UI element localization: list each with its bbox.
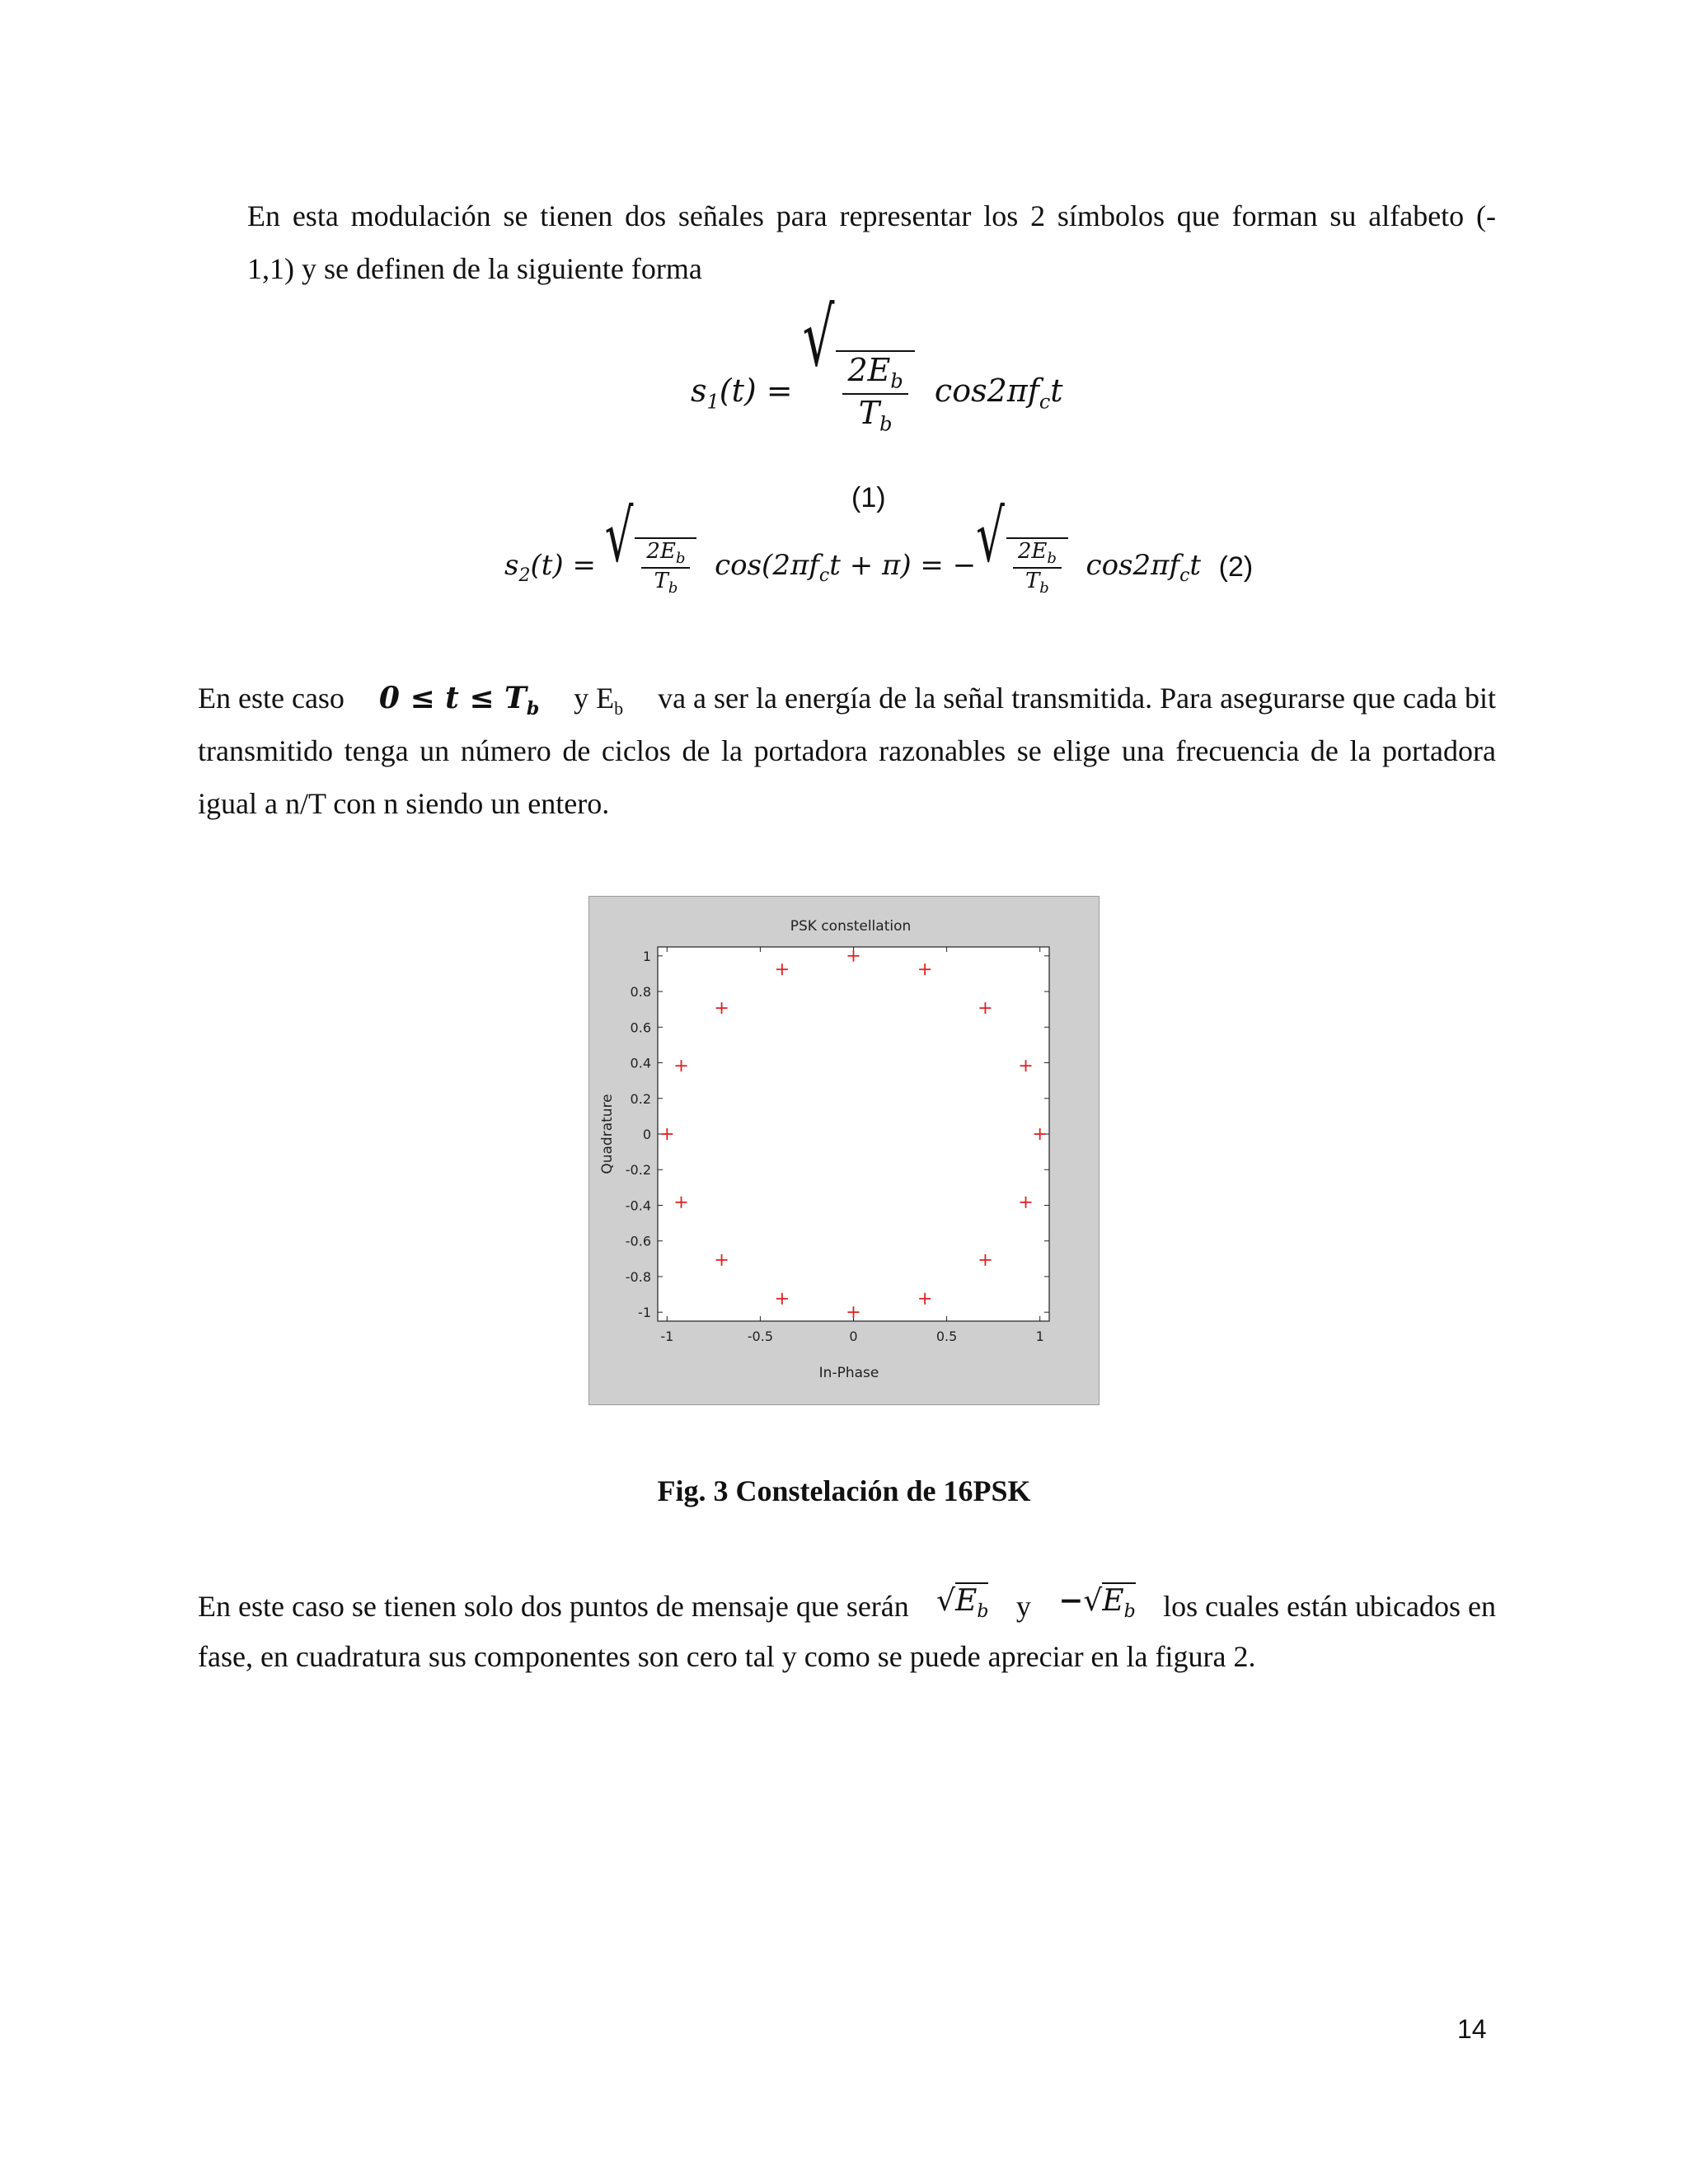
- intro-line-1: En esta modulación se tienen dos señales para representar los 2 símbolos que forman su alfabeto (-: [247, 199, 1496, 232]
- y-tick-label-9: 0.8: [630, 984, 651, 1001]
- y-tick-label-2: -0.6: [625, 1233, 651, 1249]
- x-tick-label-3: 0.5: [935, 1329, 958, 1344]
- x-axis-label: In-Phase: [818, 1365, 879, 1381]
- equation-1-number: (1): [851, 482, 886, 513]
- y-tick-label-1: -0.8: [625, 1268, 651, 1285]
- case-line-2: transmitido tenga un número de ciclos de la portadora razonables se elige una frecuencia de la portadora: [198, 734, 1496, 767]
- plot-area: [658, 947, 1049, 1321]
- x-tick-label-4: 1: [1035, 1329, 1044, 1344]
- y-tick-label-7: 0.4: [630, 1055, 651, 1071]
- page-number: 14: [1457, 2014, 1487, 2044]
- y-tick-label-0: -1: [638, 1305, 651, 1321]
- x-tick-label-1: -0.5: [747, 1329, 774, 1344]
- y-tick-label-4: -0.2: [625, 1162, 651, 1179]
- psk-constellation-figure: [588, 896, 1100, 1405]
- points-line-2: fase, en cuadratura sus componentes son cero tal y como se puede apreciar en la figura 2.: [198, 1640, 1256, 1673]
- case-line-3: igual a n/T con n siendo un entero.: [198, 787, 610, 820]
- x-tick-label-2: 0: [849, 1329, 858, 1344]
- figure-caption: Fig. 3 Constelación de 16PSK: [657, 1474, 1031, 1507]
- points-line-1: En este caso se tienen solo dos puntos de mensaje que serán $√E_b$ y $-√E_b$ los cuales están ubicados en: [198, 1574, 1496, 1638]
- neg-sqrt-eb-expression: $-√E_b$: [1058, 1583, 1136, 1623]
- chart-title: PSK constellation: [790, 918, 912, 935]
- y-tick-label-8: 0.6: [630, 1019, 651, 1036]
- y-axis-label: Quadrature: [599, 1094, 616, 1174]
- intro-line-2: 1,1) y se definen de la siguiente forma: [247, 252, 702, 285]
- y-tick-label-3: -0.4: [625, 1197, 651, 1214]
- equation-2: $s_2(t)$ = √ $\frac{2E_b}{T_b}$ $\cos(2\pi f_ct + \pi)$ = − √ $\frac{2E_b}{T_b}$ $\cos 2\pi f_ct$ (2): [504, 494, 1254, 598]
- sqrt-eb-expression: $√E_b$: [936, 1583, 989, 1622]
- y-tick-label-10: 1: [642, 948, 651, 964]
- y-tick-label-6: 0.2: [630, 1090, 651, 1107]
- equation-2-number: (2): [1218, 551, 1254, 583]
- x-tick-label-0: -1: [660, 1329, 674, 1344]
- case-line-1: En este caso $0 \le t \le T_b$ y $E_b$ va a ser la energía de la señal transmitida. Para asegurarse que cada bit: [198, 672, 1496, 735]
- y-tick-label-5: 0: [642, 1127, 651, 1142]
- equation-1: $s_1(t)$ = √ $\frac{2E_b}{T_b}$ $\cos 2\pi f_ct$: [691, 293, 1063, 436]
- condition-expression: $0 \le t \le T_b$: [378, 681, 540, 720]
